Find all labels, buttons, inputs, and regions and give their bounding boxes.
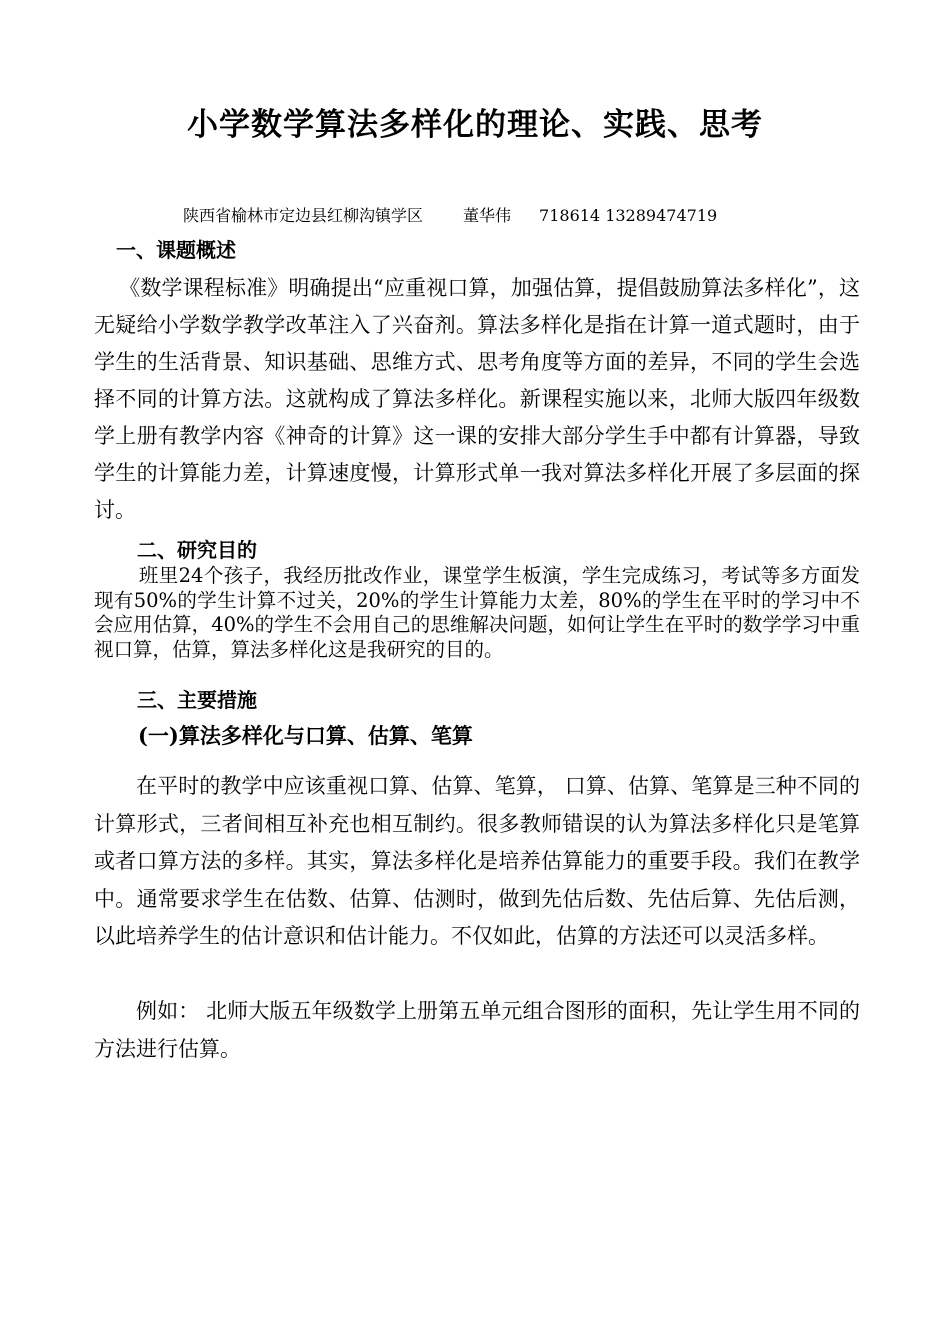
author-line xyxy=(183,204,717,228)
document-title: 小学数学算法多样化的理论、实践、思考 xyxy=(187,107,763,143)
section-paragraph-purpose: 班里24个孩子，我经历批改作业，课堂学生板演，学生完成练习，考试等多方面发现有50%的学生计算不过关，20%的学生计算能力太差，80%的学生在平时的学习中不会应用估算，40%的学生不会用自己的思维解决问题，如何让学生在平时的数学学习中重视口算，估算，算法多样化这是我研究的目的。 xyxy=(94,564,860,661)
section-paragraph-overview: 《数学课程标准》明确提出“应重视口算，加强估算，提倡鼓励算法多样化”，这无疑给小学数学教学改革注入了兴奋剂。算法多样化是指在计算一道式题时，由于学生的生活背景、知识基础、思维方式、思考角度等方面的差异，不同的学生会选择不同的计算方法。这就构成了算法多样化。新课程实施以来，北师大版四年级数学上册有教学内容《神奇的计算》这一课的安排大部分学生手中都有计算器，导致学生的计算能力差，计算速度慢，计算形式单一我对算法多样化开展了多层面的探讨。 xyxy=(94,276,860,522)
section-paragraph-measures-2: 例如： 北师大版五年级数学上册第五单元组合图形的面积，先让学生用不同的方法进行估算。 xyxy=(94,999,860,1061)
subsection-heading-algorithms: (一)算法多样化与口算、估算、笔算 xyxy=(138,723,473,748)
author-affiliation: 陕西省榆林市定边县红柳沟镇学区 xyxy=(183,206,424,225)
section-heading-measures: 三、主要措施 xyxy=(137,688,257,712)
section-paragraph-measures-1: 在平时的教学中应该重视口算、估算、笔算， 口算、估算、笔算是三种不同的计算形式，三者间相互补充也相互制约。很多教师错误的认为算法多样化只是笔算或者口算方法的多样。其实，算法多样化是培养估算能力的重要手段。我们在教学中。通常要求学生在估数、估算、估测时，做到先估后数、先估后算、先估后测，以此培养学生的估计意识和估计能力。不仅如此，估算的方法还可以灵活多样。 xyxy=(94,774,860,948)
author-contact: 718614 13289474719 xyxy=(539,206,718,225)
section-heading-overview: 一、课题概述 xyxy=(116,238,236,262)
section-heading-purpose: 二、研究目的 xyxy=(137,538,257,562)
author-name: 董华伟 xyxy=(463,206,512,225)
